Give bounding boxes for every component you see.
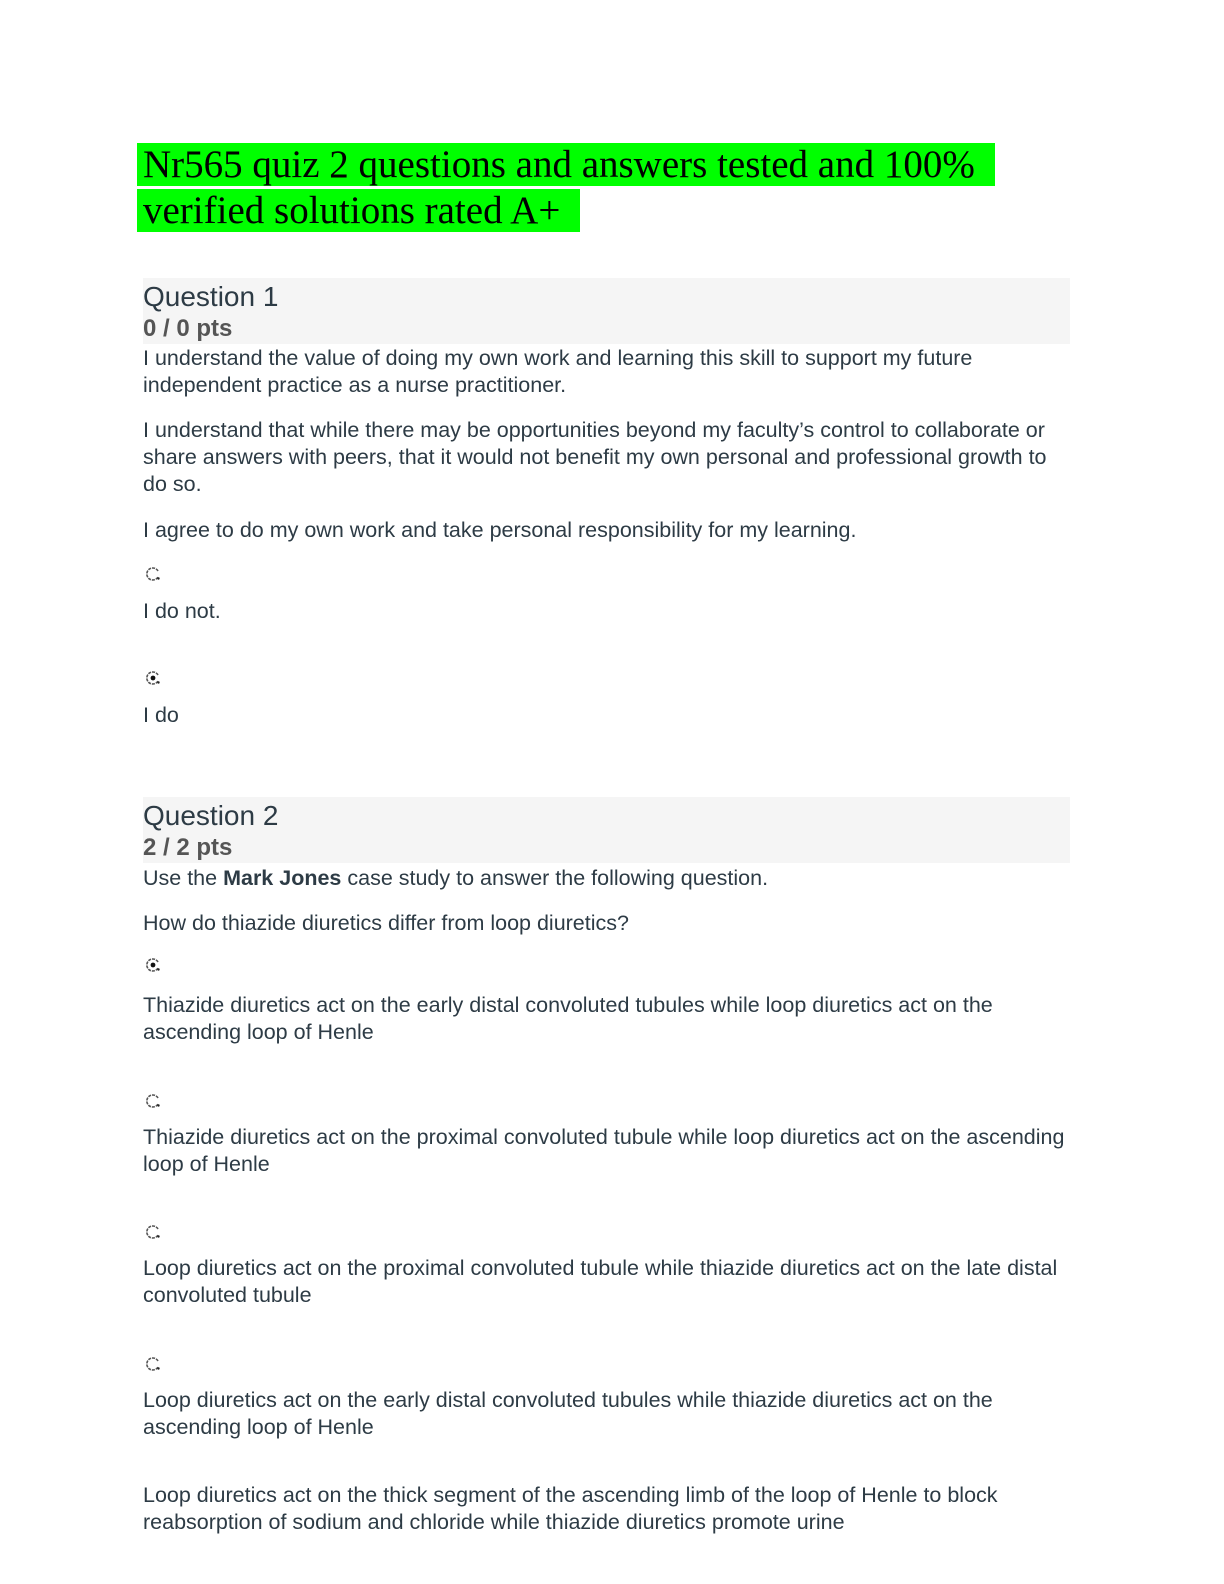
radio-option-4[interactable] bbox=[145, 1356, 161, 1372]
question-2-header bbox=[143, 797, 1070, 863]
radio-unselected-icon bbox=[145, 566, 161, 582]
option-label-1: Thiazide diuretics act on the early distal convoluted tubules while loop diuretics act on the ascending loop of Henle bbox=[143, 993, 993, 1044]
title-highlight: Nr565 quiz 2 questions and answers tested and 100% verified solutions rated A+ bbox=[137, 143, 995, 232]
option-label-2: Thiazide diuretics act on the proximal convoluted tubule while loop diuretics act on the ascending loop of Henle bbox=[143, 1125, 1065, 1176]
radio-i-do-not[interactable] bbox=[145, 566, 161, 582]
option-label-i-do-not: I do not. bbox=[143, 599, 221, 623]
question-2-intro bbox=[143, 865, 1070, 892]
case-study-name: Mark Jones bbox=[223, 866, 342, 890]
radio-selected-icon bbox=[145, 957, 161, 973]
option-label-i-do: I do bbox=[143, 703, 179, 727]
radio-option-3[interactable] bbox=[145, 1224, 161, 1240]
question-2-title: Question 2 bbox=[143, 800, 279, 831]
question-1-paragraph-3: I agree to do my own work and take personal responsibility for my learning. bbox=[143, 518, 857, 542]
radio-option-1[interactable] bbox=[145, 957, 161, 973]
radio-i-do[interactable] bbox=[145, 670, 161, 686]
option-label-3: Loop diuretics act on the proximal convoluted tubule while thiazide diuretics act on the late distal convoluted tubule bbox=[143, 1256, 1058, 1307]
question-1-title: Question 1 bbox=[143, 281, 279, 312]
question-1-header bbox=[143, 278, 1070, 344]
radio-unselected-icon bbox=[145, 1093, 161, 1109]
radio-unselected-icon bbox=[145, 1224, 161, 1240]
option-label-5: Loop diuretics act on the thick segment of the ascending limb of the loop of Henle to block reabsorption of sodium and chloride while thiazide diuretics promote urine bbox=[143, 1483, 998, 1534]
question-1-points: 0 / 0 pts bbox=[143, 315, 233, 342]
intro-text-after: case study to answer the following question. bbox=[341, 866, 769, 890]
question-2-prompt: How do thiazide diuretics differ from loop diuretics? bbox=[143, 911, 629, 935]
question-1-paragraph-1: I understand the value of doing my own work and learning this skill to support my future independent practice as a nurse practitioner. bbox=[143, 346, 973, 397]
document-title bbox=[143, 142, 1023, 234]
question-1-paragraph-2: I understand that while there may be opportunities beyond my faculty’s control to collaborate or share answers with peers, that it would not benefit my own personal and professional growth to do so. bbox=[143, 418, 1047, 496]
question-2-points: 2 / 2 pts bbox=[143, 834, 233, 861]
radio-unselected-icon bbox=[145, 1356, 161, 1372]
intro-text-before: Use the bbox=[143, 866, 224, 890]
radio-selected-icon bbox=[145, 670, 161, 686]
option-label-4: Loop diuretics act on the early distal convoluted tubules while thiazide diuretics act on the ascending loop of Henle bbox=[143, 1388, 993, 1439]
radio-option-2[interactable] bbox=[145, 1093, 161, 1109]
